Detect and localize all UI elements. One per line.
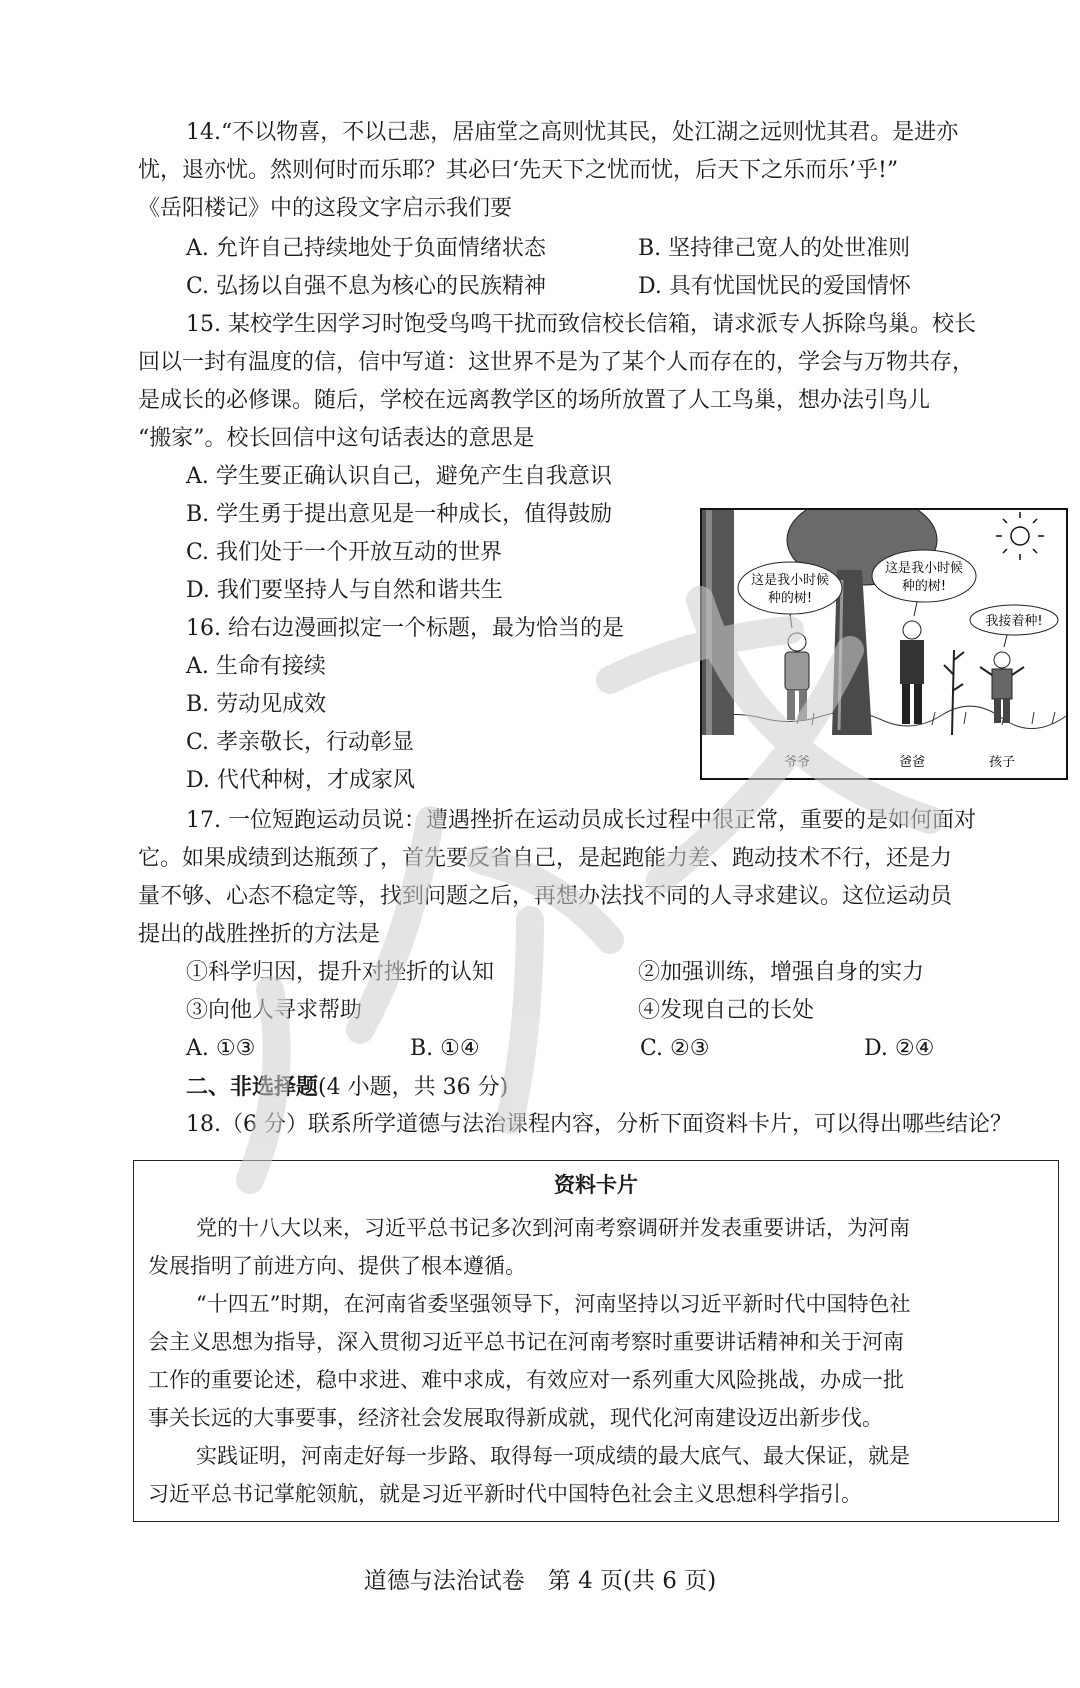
q17-stem-line-2: 它。如果成绩到达瓶颈了，首先要反省自己，是起跑能力差、跑动技术不行，还是力 — [138, 846, 953, 871]
section-2-title: 二、非选择题 — [186, 1074, 319, 1100]
q17-item-3: ③向他人寻求帮助 — [186, 998, 363, 1023]
child-figure — [980, 652, 1024, 723]
bubble-child-text: 我接着种! — [985, 614, 1043, 629]
q16-cartoon — [700, 508, 1068, 780]
q18-stem: 18.（6 分）联系所学道德与法治课程内容，分析下面资料卡片，可以得出哪些结论？ — [186, 1112, 1012, 1137]
q14-options-row-1 — [0, 230, 1080, 268]
data-card-title: 资料卡片 — [554, 1173, 638, 1197]
q16-option-c: C. 孝亲敬长，行动彰显 — [186, 730, 415, 755]
q17-option-d: D. ②④ — [864, 1036, 935, 1061]
sun-icon — [996, 512, 1044, 560]
q17-option-a: A. ①③ — [186, 1036, 256, 1061]
bubble-grandpa-line-1: 这是我小时候 — [750, 573, 830, 588]
q14-option-b: B. 坚持律己宽人的处世准则 — [638, 236, 911, 261]
section-2-heading — [0, 1068, 1080, 1107]
grandpa-figure — [785, 633, 809, 720]
speech-bubble-dad — [872, 550, 976, 616]
q17-stem-line-3: 量不够、心态不稳定等，找到问题之后，再想办法找不同的人寻求建议。这位运动员 — [138, 884, 953, 909]
grass-strokes — [702, 706, 1066, 728]
q17-item-1: ①科学归因，提升对挫折的认知 — [186, 960, 495, 985]
q14-option-d: D. 具有忧国忧民的爱国情怀 — [638, 274, 911, 299]
q16-option-d: D. 代代种树，才成家风 — [186, 768, 415, 793]
speech-bubble-child — [970, 605, 1058, 647]
q15-stem-line-1: 15. 某校学生因学习时饱受鸟鸣干扰而致信校长信箱，请求派专人拆除鸟巢。校长 — [186, 312, 976, 337]
card-para-2-line-1: “十四五”时期，在河南省委坚强领导下，河南坚持以习近平新时代中国特色社 — [196, 1292, 911, 1316]
cartoon-drawing — [702, 510, 1066, 778]
q17-item-2: ②加强训练，增强自身的实力 — [638, 960, 925, 985]
bubble-grandpa-line-2: 种的树! — [767, 591, 813, 606]
q17-items-row-2 — [0, 992, 1080, 1030]
q14-stem-line-2: 忧，退亦忧。然则何时而乐耶？其必曰‘先天下之忧而忧，后天下之乐而乐’乎!” — [138, 158, 899, 183]
q15-option-d: D. 我们要坚持人与自然和谐共生 — [186, 578, 503, 603]
q15-stem-line-4: “搬家”。校长回信中这句话表达的意思是 — [138, 426, 535, 451]
q17-option-b: B. ①④ — [410, 1036, 480, 1061]
q16-option-b: B. 劳动见成效 — [186, 692, 327, 717]
q14-stem-line-3: 《岳阳楼记》中的这段文字启示我们要 — [138, 196, 513, 221]
q14-option-c: C. 弘扬以自强不息为核心的民族精神 — [186, 274, 547, 299]
card-para-3-line-1: 实践证明，河南走好每一步路、取得每一项成绩的最大底气、最大保证，就是 — [196, 1444, 910, 1468]
card-para-3-line-2: 习近平总书记掌舵领航，就是习近平新时代中国特色社会主义思想科学指引。 — [148, 1482, 862, 1506]
tree-left — [702, 510, 734, 735]
q15-stem-line-3: 是成长的必修课。随后，学校在远离教学区的场所放置了人工鸟巢，想办法引鸟儿 — [138, 388, 931, 413]
page-footer: 道德与法治试卷 第 4 页(共 6 页) — [363, 1568, 717, 1594]
card-para-2-line-3: 工作的重要论述，稳中求进、难中求成，有效应对一系列重大风险挑战，办成一批 — [148, 1368, 904, 1392]
q14-option-a: A. 允许自己持续地处于负面情绪状态 — [186, 236, 546, 261]
q15-option-a: A. 学生要正确认识自己，避免产生自我意识 — [186, 464, 612, 489]
card-para-1-line-2: 发展指明了前进方向、提供了根本遵循。 — [148, 1254, 526, 1278]
card-para-1-line-1: 党的十八大以来，习近平总书记多次到河南考察调研并发表重要讲话，为河南 — [196, 1216, 910, 1240]
bubble-dad-line-2: 种的树! — [901, 579, 947, 594]
q17-stem-line-1: 17. 一位短跑运动员说：遭遇挫折在运动员成长过程中很正常，重要的是如何面对 — [186, 808, 976, 833]
card-para-2-line-4: 事关长远的大事要事，经济社会发展取得新成就，现代化河南建设迈出新步伐。 — [148, 1406, 883, 1430]
speech-bubble-grandpa — [738, 562, 842, 628]
q14-options-row-2 — [0, 268, 1080, 306]
section-2-note: (4 小题，共 36 分) — [318, 1075, 509, 1100]
bubble-dad-line-1: 这是我小时候 — [884, 561, 964, 576]
q15-stem-line-2: 回以一封有温度的信，信中写道：这世界不是为了某个人而存在的，学会与万物共存， — [138, 350, 975, 375]
q17-items-row-1 — [0, 954, 1080, 992]
label-grandpa: 爷爷 — [783, 755, 811, 770]
q14-stem-line-1: 14.“不以物喜，不以己悲，居庙堂之高则忧其民，处江湖之远则忧其君。是进亦 — [186, 120, 959, 145]
q16-stem: 16. 给右边漫画拟定一个标题，最为恰当的是 — [186, 616, 624, 641]
data-card — [133, 1160, 1059, 1522]
q15-option-b: B. 学生勇于提出意见是一种成长，值得鼓励 — [186, 502, 613, 527]
q17-option-c: C. ②③ — [640, 1036, 710, 1061]
q15-option-c: C. 我们处于一个开放互动的世界 — [186, 540, 503, 565]
dad-figure — [900, 621, 924, 724]
card-para-2-line-2: 会主义思想为指导，深入贯彻习近平总书记在河南考察时重要讲话精神和关于河南 — [148, 1330, 904, 1354]
label-dad: 爸爸 — [898, 755, 926, 770]
q17-stem-line-4: 提出的战胜挫折的方法是 — [138, 922, 381, 947]
q17-item-4: ④发现自己的长处 — [638, 998, 815, 1023]
q16-option-a: A. 生命有接续 — [186, 654, 326, 679]
label-child: 孩子 — [988, 755, 1016, 770]
sapling — [944, 650, 964, 735]
